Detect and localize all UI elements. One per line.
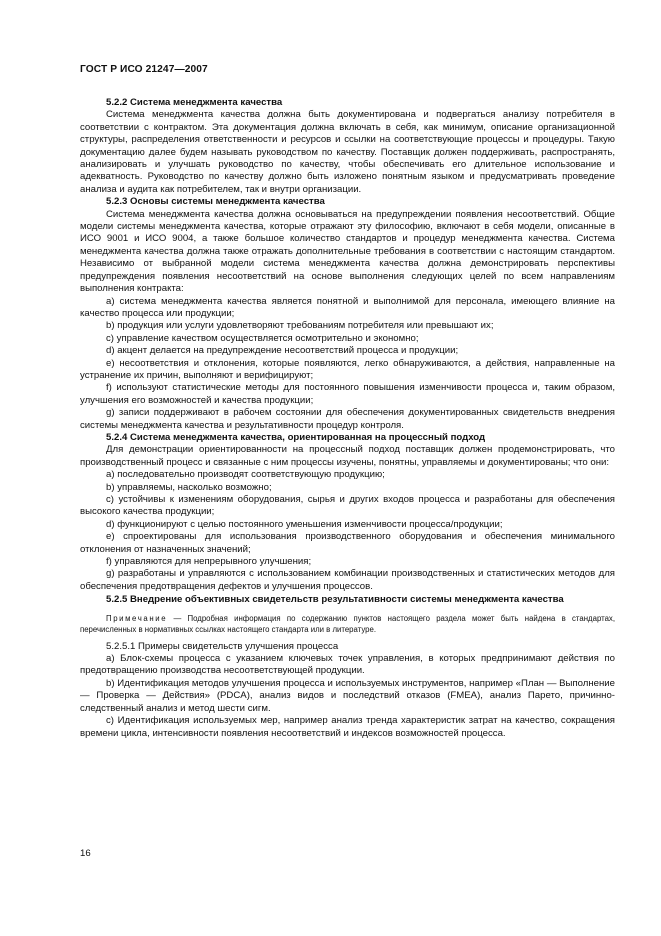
list-item: a) система менеджмента качества является понятной и выполнимой для персонала, имеющего влияние на качество процесса или продукции; bbox=[80, 295, 615, 319]
list-item: b) продукция или услуги удовлетворяют требованиям потребителя или превышают их; bbox=[106, 320, 494, 332]
list-item: f) используют статистические методы для постоянного повышения изменчивости процесса и, таким образом, улучшения его возможностей и качества продукции; bbox=[80, 382, 615, 406]
list-item: e) несоответствия и отклонения, которые появляются, легко обнаруживаются, а действия, направленные на устранение их причин, выполняют и верифицируют; bbox=[80, 357, 615, 381]
list-item: c) устойчивы к изменениям оборудования, сырья и других входов процесса и разработаны для обеспечения высокого качества продукции; bbox=[80, 494, 615, 518]
list-item: d) акцент делается на предупреждение несоответствий процесса и продукции; bbox=[106, 345, 459, 357]
subsection-heading-5-2-5-1: 5.2.5.1 Примеры свидетельств улучшения процесса bbox=[106, 640, 339, 652]
document-body bbox=[80, 97, 615, 740]
section-heading-5-2-3: 5.2.3 Основы системы менеджмента качества bbox=[106, 196, 325, 208]
page-number: 16 bbox=[80, 848, 91, 859]
list-item: c) Идентификация используемых мер, например анализ тренда характеристик затрат на качество, сокращения времени цикла, интенсивности появления несоответствий и индексов возможностей процесса. bbox=[80, 715, 615, 739]
list-item: f) управляются для непрерывного улучшения; bbox=[106, 556, 312, 568]
list-item: c) управление качеством осуществляется осмотрительно и экономно; bbox=[106, 332, 419, 344]
list-item: e) спроектированы для использования производственного оборудования и обеспечения минимального отклонения от назначенных значений; bbox=[80, 531, 615, 555]
paragraph: Система менеджмента качества должна быть документирована и подвергаться анализу потребителя в соответствии с контрактом. Эта документация должна включать в себя, как минимум, описание организационной структуры, распределения ответственности и ресурсов и ссылки на соответствующие процессы и процедуры. Такую документацию далее будем называть руководством по качеству. Поставщик должен поддерживать, распространять, анализировать и улучшать руководство по качеству, чтобы обеспечивать его длительное использование и адекватность. Руководство по качеству должно быть изложено понятным языком и предусматривать проведение анализа и аудита как потребителем, так и внутри организации. bbox=[80, 109, 615, 195]
standard-code-header: ГОСТ Р ИСО 21247—2007 bbox=[80, 64, 208, 75]
note-text: — Подробная информация по содержанию пунктов настоящего раздела может быть найдена в стандартах, перечисленных в нормативных ссылках настоящего стандарта или в литературе. bbox=[80, 613, 615, 634]
list-item: g) записи поддерживают в рабочем состоянии для обеспечения документированных свидетельств внедрения системы менеджмента качества и результативности процедур контроля. bbox=[80, 407, 615, 431]
list-item: b) управляемы, насколько возможно; bbox=[106, 481, 272, 493]
list-item: b) Идентификация методов улучшения процесса и используемых инструментов, например «План — Выполнение — Проверка — Действия» (PDCA), анализ видов и последствий отказов (FMEA), анализ Парето, причинно-следственный анализ и метод шести сигм. bbox=[80, 677, 615, 714]
list-item: a) Блок-схемы процесса с указанием ключевых точек управления, в которых предпринимают действия по предотвращению производства несоответствующей продукции. bbox=[80, 653, 615, 677]
section-heading-5-2-4: 5.2.4 Система менеджмента качества, ориентированная на процессный подход bbox=[106, 431, 486, 443]
list-item: d) функционируют с целью постоянного уменьшения изменчивости процесса/продукции; bbox=[106, 518, 503, 530]
list-item: g) разработаны и управляются с использованием комбинации производственных и статистических методов для обеспечения предотвращения дефектов и улучшения процессов. bbox=[80, 568, 615, 592]
section-heading-5-2-5: 5.2.5 Внедрение объективных свидетельств результативности системы менеджмента качества bbox=[106, 594, 564, 606]
paragraph: Для демонстрации ориентированности на процессный подход поставщик должен продемонстрировать, что производственный процесс и связанные с ним процессы изучены, понятны, управляемы и документированы; что они: bbox=[80, 444, 615, 468]
section-heading-5-2-2: 5.2.2 Система менеджмента качества bbox=[106, 97, 283, 108]
paragraph: Система менеджмента качества должна основываться на предупреждении появления несоответствий. Общие модели системы менеджмента качества, которые отражают эту философию, включают в себя модели, описанные в ИСО 9001 и ИСО 9004, а также большое количество стандартов и процедур менеджмента качества. Система менеджмента качества должна также отражать дополнительные требования в соответствии с настоящим стандартом. Независимо от выбранной модели система менеджмента качества должна демонстрировать перспективы предупреждения появления несоответствий на основе выполнения следующих целей по всем направлениям выполнения контракта: bbox=[80, 208, 615, 295]
note-paragraph bbox=[80, 613, 615, 635]
note-label: Примечание bbox=[106, 613, 168, 623]
list-item: a) последовательно производят соответствующую продукцию; bbox=[106, 469, 385, 481]
